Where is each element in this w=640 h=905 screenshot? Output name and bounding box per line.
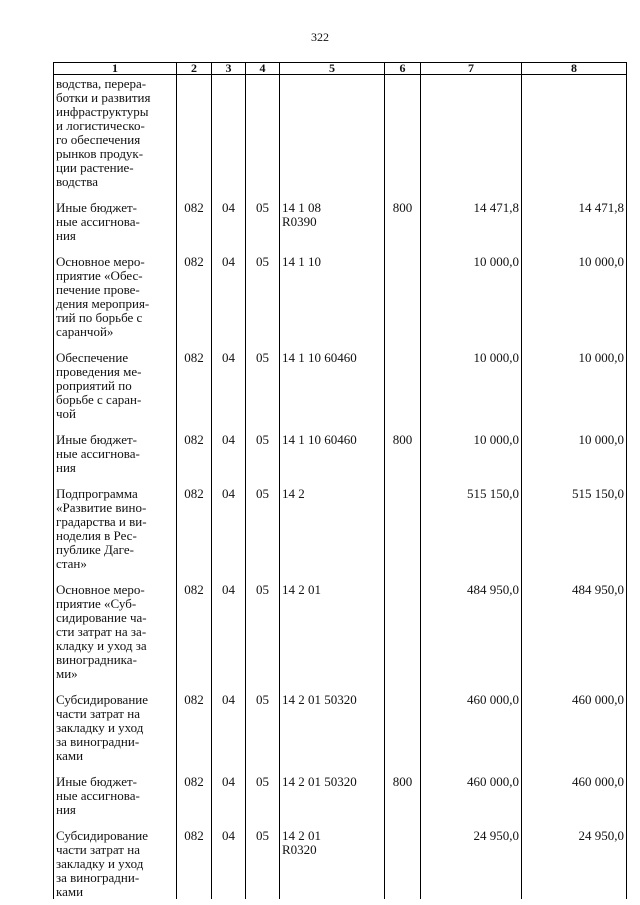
expense-type-cell <box>385 421 421 475</box>
target-code-cell <box>280 75 385 190</box>
expense-type-cell <box>385 243 421 339</box>
table-row <box>54 243 627 339</box>
subsection-code: 05 <box>256 432 269 447</box>
item-name-cell <box>54 817 177 899</box>
ministry-code-cell <box>177 243 212 339</box>
item-name: водства, перера- ботки и развития инфраструктуры и логистическо- го обеспечения рынков продук- ции растение- водства <box>56 76 151 189</box>
item-name: Основное меро- приятие «Суб- сидирование ча- сти затрат на за- кладку и уход за виноградника- ми» <box>56 582 147 681</box>
amount-col8: 10 000,0 <box>578 350 624 365</box>
column-header: 3 <box>212 63 246 75</box>
subsection-code-cell <box>246 475 280 571</box>
target-code-cell <box>280 421 385 475</box>
amount-col8: 10 000,0 <box>578 254 624 269</box>
target-code: 14 1 10 60460 <box>282 432 357 447</box>
item-name: Иные бюджет- ные ассигнова- ния <box>56 432 140 475</box>
ministry-code-cell <box>177 75 212 190</box>
item-name: Иные бюджет- ные ассигнова- ния <box>56 200 140 243</box>
subsection-code: 05 <box>256 350 269 365</box>
ministry-code: 082 <box>184 432 204 447</box>
amount-col7-cell <box>421 571 522 681</box>
amount-col8-cell <box>522 763 627 817</box>
budget-table <box>53 62 627 899</box>
section-code: 04 <box>222 486 235 501</box>
ministry-code-cell <box>177 763 212 817</box>
amount-col8: 10 000,0 <box>578 432 624 447</box>
target-code: 14 1 08 R0390 <box>282 200 321 229</box>
amount-col8: 14 471,8 <box>578 200 624 215</box>
amount-col8: 24 950,0 <box>578 828 624 843</box>
target-code: 14 2 <box>282 486 305 501</box>
expense-type-cell <box>385 75 421 190</box>
expense-type: 800 <box>392 774 413 789</box>
item-name: Субсидирование части затрат на закладку и уход за виноградни- ками <box>56 828 149 899</box>
ministry-code: 082 <box>184 486 204 501</box>
section-code-cell <box>212 817 246 899</box>
ministry-code-cell <box>177 339 212 421</box>
section-code: 04 <box>222 774 235 789</box>
section-code-cell <box>212 189 246 243</box>
amount-col8-cell <box>522 475 627 571</box>
ministry-code: 082 <box>184 200 204 215</box>
expense-type-cell <box>385 763 421 817</box>
amount-col7-cell <box>421 339 522 421</box>
column-header: 8 <box>522 63 627 75</box>
section-code-cell <box>212 571 246 681</box>
amount-col7: 460 000,0 <box>467 692 519 707</box>
expense-type-cell <box>385 475 421 571</box>
amount-col7: 24 950,0 <box>473 828 519 843</box>
item-name-cell <box>54 75 177 190</box>
subsection-code: 05 <box>256 692 269 707</box>
subsection-code: 05 <box>256 774 269 789</box>
item-name-cell <box>54 339 177 421</box>
target-code-cell <box>280 339 385 421</box>
item-name-cell <box>54 243 177 339</box>
amount-col8-cell <box>522 681 627 763</box>
item-name: Основное меро- приятие «Обес- печение прове- дения мероприя- тий по борьбе с саранчой» <box>56 254 150 339</box>
item-name-cell <box>54 681 177 763</box>
subsection-code-cell <box>246 817 280 899</box>
column-header: 4 <box>246 63 280 75</box>
target-code: 14 2 01 50320 <box>282 692 357 707</box>
ministry-code-cell <box>177 817 212 899</box>
item-name-cell <box>54 571 177 681</box>
section-code: 04 <box>222 828 235 843</box>
target-code-cell <box>280 243 385 339</box>
item-name-cell <box>54 421 177 475</box>
column-header: 2 <box>177 63 212 75</box>
expense-type-cell <box>385 339 421 421</box>
ministry-code: 082 <box>184 828 204 843</box>
table-row <box>54 421 627 475</box>
amount-col7: 460 000,0 <box>467 774 519 789</box>
table-row <box>54 189 627 243</box>
section-code: 04 <box>222 200 235 215</box>
amount-col8-cell <box>522 339 627 421</box>
item-name: Обеспечение проведения ме- роприятий по борьбе с саран- чой <box>56 350 142 421</box>
table-body <box>54 75 627 900</box>
ministry-code-cell <box>177 421 212 475</box>
section-code-cell <box>212 475 246 571</box>
amount-col7-cell <box>421 681 522 763</box>
section-code: 04 <box>222 432 235 447</box>
amount-col7-cell <box>421 75 522 190</box>
item-name-cell <box>54 189 177 243</box>
section-code: 04 <box>222 254 235 269</box>
subsection-code: 05 <box>256 582 269 597</box>
amount-col8: 460 000,0 <box>572 692 624 707</box>
subsection-code-cell <box>246 681 280 763</box>
amount-col8-cell <box>522 189 627 243</box>
section-code-cell <box>212 339 246 421</box>
target-code: 14 1 10 60460 <box>282 350 357 365</box>
target-code-cell <box>280 763 385 817</box>
item-name: Субсидирование части затрат на закладку и уход за виноградни- ками <box>56 692 149 763</box>
amount-col7: 10 000,0 <box>473 350 519 365</box>
subsection-code-cell <box>246 339 280 421</box>
amount-col8-cell <box>522 75 627 190</box>
amount-col7-cell <box>421 189 522 243</box>
section-code-cell <box>212 763 246 817</box>
expense-type-cell <box>385 189 421 243</box>
item-name: Иные бюджет- ные ассигнова- ния <box>56 774 140 817</box>
amount-col8-cell <box>522 243 627 339</box>
section-code: 04 <box>222 582 235 597</box>
section-code-cell <box>212 75 246 190</box>
amount-col8-cell <box>522 817 627 899</box>
item-name-cell <box>54 763 177 817</box>
amount-col7: 10 000,0 <box>473 432 519 447</box>
table-row <box>54 817 627 899</box>
section-code-cell <box>212 421 246 475</box>
expense-type-cell <box>385 571 421 681</box>
subsection-code-cell <box>246 75 280 190</box>
ministry-code-cell <box>177 681 212 763</box>
target-code-cell <box>280 189 385 243</box>
header-row <box>54 63 627 75</box>
ministry-code: 082 <box>184 692 204 707</box>
subsection-code-cell <box>246 421 280 475</box>
table-row <box>54 681 627 763</box>
column-header: 7 <box>421 63 522 75</box>
table-row <box>54 571 627 681</box>
amount-col7: 515 150,0 <box>467 486 519 501</box>
section-code-cell <box>212 681 246 763</box>
column-header: 5 <box>280 63 385 75</box>
target-code: 14 2 01 R0320 <box>282 828 321 857</box>
ministry-code: 082 <box>184 254 204 269</box>
subsection-code-cell <box>246 243 280 339</box>
column-header: 1 <box>54 63 177 75</box>
subsection-code-cell <box>246 763 280 817</box>
amount-col8-cell <box>522 421 627 475</box>
target-code-cell <box>280 475 385 571</box>
amount-col8: 460 000,0 <box>572 774 624 789</box>
subsection-code: 05 <box>256 486 269 501</box>
target-code-cell <box>280 571 385 681</box>
amount-col8-cell <box>522 571 627 681</box>
section-code: 04 <box>222 692 235 707</box>
amount-col7: 14 471,8 <box>473 200 519 215</box>
amount-col7-cell <box>421 763 522 817</box>
expense-type: 800 <box>392 200 413 215</box>
subsection-code: 05 <box>256 200 269 215</box>
table-row <box>54 475 627 571</box>
item-name: Подпрограмма «Развитие вино- градарства и ви- ноделия в Рес- публике Даге- стан» <box>56 486 147 571</box>
section-code-cell <box>212 243 246 339</box>
subsection-code-cell <box>246 189 280 243</box>
expense-type-cell <box>385 817 421 899</box>
ministry-code-cell <box>177 571 212 681</box>
page-number: 322 <box>311 30 329 44</box>
subsection-code-cell <box>246 571 280 681</box>
table-row <box>54 763 627 817</box>
target-code: 14 2 01 50320 <box>282 774 357 789</box>
amount-col7: 10 000,0 <box>473 254 519 269</box>
ministry-code: 082 <box>184 582 204 597</box>
amount-col7-cell <box>421 421 522 475</box>
amount-col7: 484 950,0 <box>467 582 519 597</box>
expense-type-cell <box>385 681 421 763</box>
item-name-cell <box>54 475 177 571</box>
amount-col8: 515 150,0 <box>572 486 624 501</box>
ministry-code: 082 <box>184 350 204 365</box>
ministry-code-cell <box>177 189 212 243</box>
section-code: 04 <box>222 350 235 365</box>
column-header: 6 <box>385 63 421 75</box>
target-code-cell <box>280 681 385 763</box>
table-row <box>54 339 627 421</box>
ministry-code: 082 <box>184 774 204 789</box>
subsection-code: 05 <box>256 254 269 269</box>
expense-type: 800 <box>392 432 413 447</box>
ministry-code-cell <box>177 475 212 571</box>
subsection-code: 05 <box>256 828 269 843</box>
target-code: 14 2 01 <box>282 582 321 597</box>
target-code-cell <box>280 817 385 899</box>
amount-col7-cell <box>421 475 522 571</box>
amount-col7-cell <box>421 817 522 899</box>
amount-col8: 484 950,0 <box>572 582 624 597</box>
amount-col7-cell <box>421 243 522 339</box>
table-row <box>54 75 627 190</box>
target-code: 14 1 10 <box>282 254 321 269</box>
